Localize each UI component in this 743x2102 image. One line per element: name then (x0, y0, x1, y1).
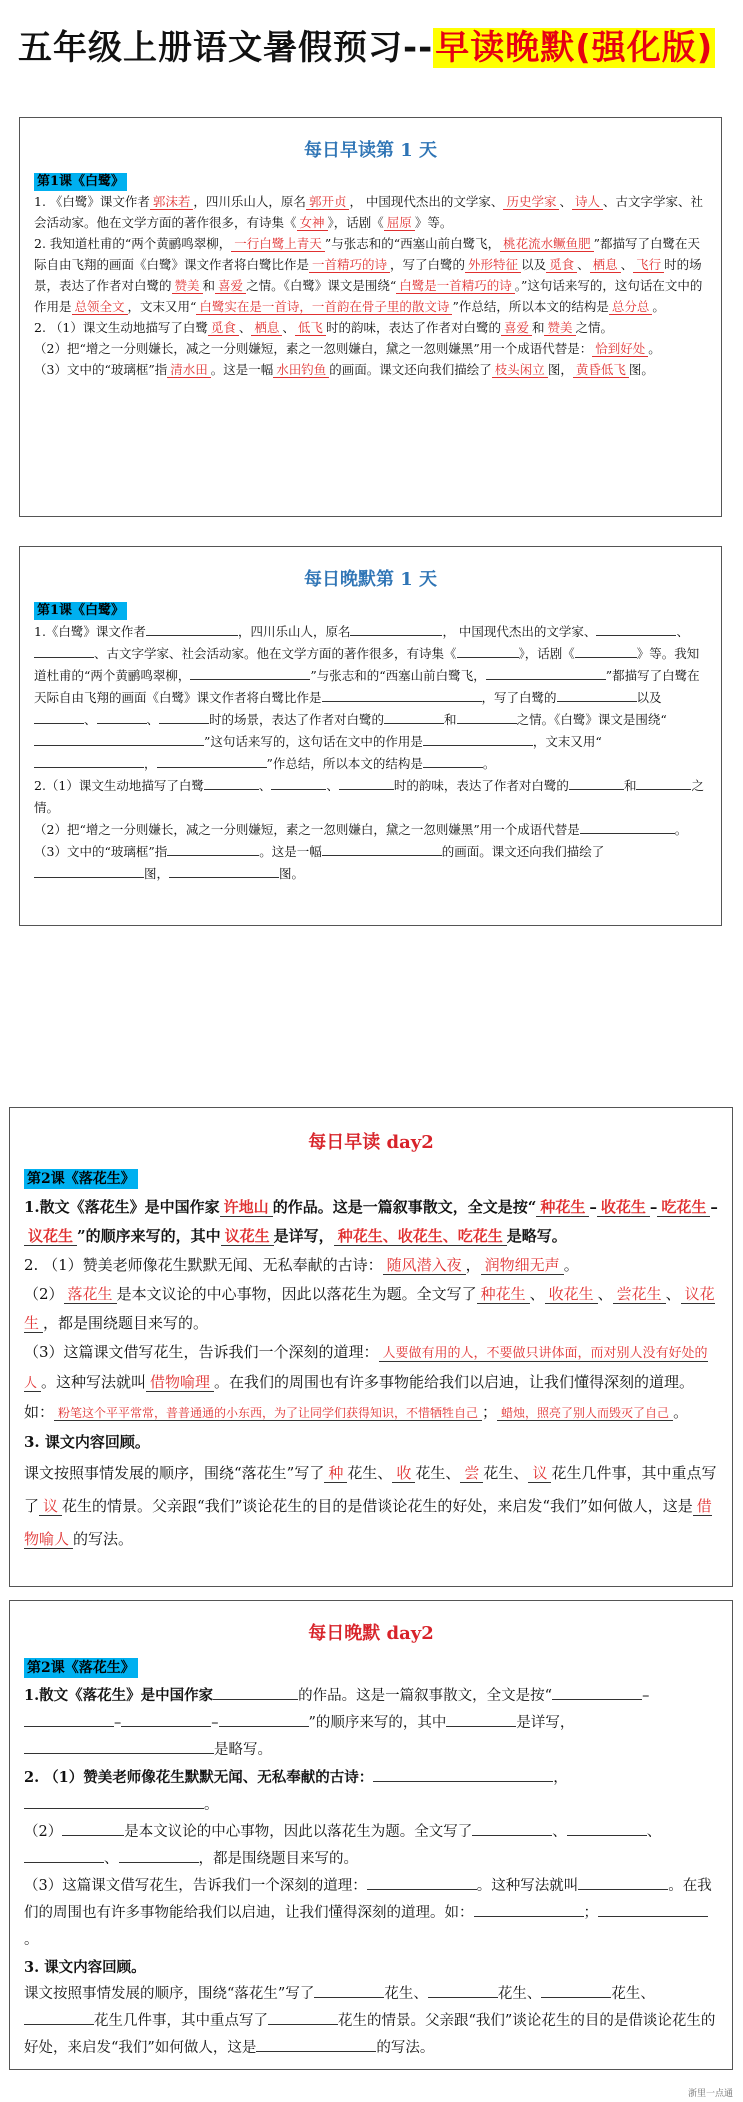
answer-text: 议花生 (221, 1227, 274, 1246)
text-segment: 、 (559, 194, 572, 209)
fill-blank (474, 1902, 584, 1917)
text-segment: 的写法。 (376, 2040, 435, 2056)
answer-text: 女神 (297, 215, 328, 231)
answer-text: 收 (392, 1464, 415, 1483)
text-segment: 》，话剧《 (518, 646, 575, 661)
text-segment: 2.（1）课文生动地描写了白鹭 (34, 778, 204, 793)
fill-blank (446, 1712, 516, 1727)
title-highlight: 早读晚默(强化版) (435, 28, 714, 68)
text-segment: 。”这句话来写的，这句话在文中的作用是 (34, 278, 703, 314)
answer-text: 议 (39, 1497, 62, 1516)
text-segment: 》等。 (414, 215, 453, 230)
text-segment: 花生、 (497, 1986, 542, 2002)
answer-text: 清水田 (167, 362, 211, 378)
text-segment: 是详写， (516, 1715, 575, 1731)
text-segment: – (649, 1198, 658, 1216)
text-segment: ，四川乐山人，原名 (237, 624, 351, 639)
text-segment: 1.散文《落花生》是中国作家 (24, 1687, 214, 1704)
text-segment: 图， (547, 362, 573, 377)
text-segment: 》等。我知道杜甫的“两个黄鹂鸣翠柳， (34, 646, 700, 683)
text-segment: 、 (146, 712, 160, 727)
answer-text: 种 (324, 1464, 347, 1483)
fill-blank (24, 1712, 114, 1727)
text-segment: 和 (202, 278, 216, 293)
paragraph (24, 1819, 718, 1873)
paragraph (34, 338, 707, 359)
text-segment: 《 (444, 646, 457, 661)
fill-blank (34, 709, 84, 724)
fill-blank (119, 1848, 199, 1863)
text-segment: 。 (674, 822, 688, 837)
text-segment: 。 (652, 299, 665, 314)
fill-blank (167, 841, 259, 856)
text-segment: ，都是围绕题目来写的。 (43, 1314, 209, 1332)
text-segment: 。这种写法就叫 (41, 1373, 147, 1391)
text-segment: （3）文中的“玻璃框”指 (34, 844, 168, 859)
text-segment: ”的顺序来写的，其中 (308, 1715, 447, 1731)
answer-text: 觅食 (208, 320, 239, 336)
text-segment: 。 (673, 1403, 689, 1421)
answer-text: 喜爱 (215, 278, 246, 294)
text-segment: ”作总结，所以本文的结构是 (452, 299, 609, 314)
day2-write-card (9, 1600, 733, 2070)
answer-text: 收花生 (597, 1198, 650, 1217)
card-body (24, 1164, 718, 1556)
text-segment: 的画面。课文还向我们描绘了 (441, 844, 605, 859)
answer-text: 议 (528, 1464, 551, 1483)
answer-text: 借物喻理 (146, 1373, 214, 1392)
fill-blank (339, 775, 394, 790)
text-segment: 1.散文《落花生》是中国作家 (24, 1198, 220, 1216)
answer-text: 喜爱 (501, 320, 532, 336)
fill-blank (159, 709, 209, 724)
fill-blank (580, 819, 675, 834)
fill-blank (204, 775, 259, 790)
text-segment: 。 (648, 341, 661, 356)
text-segment: 、 (646, 1824, 662, 1840)
fill-blank (367, 1875, 477, 1890)
fill-blank (256, 2037, 376, 2052)
fill-blank (213, 1685, 298, 1700)
paragraph (34, 621, 707, 775)
title-main: 五年级上册语文暑假预习-- (18, 28, 434, 68)
fill-blank (428, 1983, 498, 1998)
answer-text: 栖息 (251, 320, 282, 336)
text-segment: “ (660, 712, 667, 727)
paragraph: 3. 课文内容回顾。 (24, 1959, 146, 1976)
answer-text: 白鹭实在是一首诗，一首韵在骨子里的散文诗 (196, 299, 452, 315)
fill-blank (457, 643, 519, 658)
fill-blank (567, 1821, 647, 1836)
text-segment: 的作品。这是一篇叙事散文，全文是按 (298, 1688, 545, 1704)
answer-text: 栖息 (590, 257, 621, 273)
text-segment: 的作品。这是一篇叙事散文，全文是按“ (272, 1198, 537, 1216)
footer-watermark: 浙里一点通 (687, 2089, 733, 2099)
text-segment: ， (465, 1256, 481, 1274)
fill-blank (146, 621, 238, 636)
fill-blank (314, 1983, 384, 1998)
lesson-tag: 第1课《白鹭》 (34, 173, 127, 191)
text-segment: – (589, 1198, 597, 1216)
fill-blank (24, 1848, 104, 1863)
text-segment: 时的场景，表达了作者对白鹭的 (209, 712, 385, 727)
text-segment: ”作总结，所以本文的结构是 (266, 756, 423, 771)
text-segment: 、 (84, 712, 97, 727)
text-segment: 叫 (563, 1878, 579, 1894)
text-segment: – (114, 1715, 122, 1731)
text-segment: 是略写。 (214, 1742, 272, 1758)
answer-text: 郭开贞 (306, 194, 350, 210)
text-segment: 花生、 (347, 1464, 393, 1482)
text-segment: ， (553, 1770, 568, 1786)
text-segment: 之情。 (575, 320, 614, 335)
text-segment: 、 (577, 257, 590, 272)
text-segment: （3）文中的“玻璃框”指 (34, 362, 168, 377)
answer-text: 润物细无声 (481, 1256, 564, 1275)
text-segment: ； (482, 1403, 498, 1421)
text-segment: 生、 (625, 1986, 655, 2002)
fill-blank (62, 1821, 124, 1836)
text-segment: 、 (282, 320, 295, 335)
paragraph (24, 1338, 718, 1428)
lesson-tag: 第2课《落花生》 (24, 1169, 138, 1189)
fill-blank (569, 775, 624, 790)
fill-blank (472, 1821, 552, 1836)
answer-text: 水田钓鱼 (273, 362, 329, 378)
text-segment: ， 中国现代杰出的文学家、 (442, 624, 597, 639)
text-segment: 。 (482, 756, 496, 771)
text-segment: ”都描写了白鹭在天际自由飞翔的画面《白鹭》课文作者将白鹭比作是 (34, 236, 701, 272)
answer-text: 尝花生 (613, 1285, 666, 1304)
text-segment: 。 (24, 1932, 39, 1948)
answer-text: 低飞 (295, 320, 326, 336)
fill-blank (97, 709, 147, 724)
text-segment: 。在我们的周围也有许多事物能给我们以启迪，让我们懂得深刻的道理。 (24, 1878, 712, 1921)
card-heading: 每日晚默 day2 (308, 1623, 434, 1644)
text-segment: （2） (24, 1285, 64, 1303)
text-segment: 。 (204, 1797, 219, 1813)
fill-blank (34, 753, 144, 768)
fill-blank (598, 1902, 708, 1917)
page-title (18, 20, 715, 76)
answer-text: 总分总 (609, 299, 653, 315)
fill-blank (34, 643, 94, 658)
answer-text: 白鹭是一首精巧的诗 (396, 278, 515, 294)
paragraph (24, 1764, 718, 1819)
fill-blank (636, 775, 691, 790)
text-segment: 花 (611, 1986, 626, 2002)
answer-text: 觅食 (546, 257, 577, 273)
text-segment: ，四川乐山人，原名 (193, 194, 306, 209)
text-segment: 花生的情景。父亲跟“我们”谈论花生的目的是借谈论花生的好处，来启发“我们”如何做人，这是 (24, 2013, 716, 2056)
paragraph (34, 841, 707, 885)
answer-text: 尝 (460, 1464, 483, 1483)
fill-blank (24, 1794, 204, 1809)
text-segment: 。这是一幅 (210, 362, 274, 377)
text-segment: ”这句话来写的，这句话在文中的作用是 (204, 734, 423, 749)
card-heading: 每日晚默第 1 天 (303, 569, 438, 590)
fill-blank (578, 1875, 668, 1890)
text-segment: 和 (531, 320, 545, 335)
text-segment: ”的顺序来写的，其中 (77, 1227, 221, 1245)
text-segment: 花生几件事，其中重点写了 (24, 1464, 717, 1515)
text-segment: 之情。《白鹭》课文是围绕“ (246, 278, 397, 293)
answer-text: 蜡烛，照亮了别人而毁灭了自己 (497, 1406, 673, 1421)
text-segment: ”都描写了白鹭在天际自由飞翔的画面《白鹭》课文作者将白鹭比作是 (34, 668, 700, 705)
fill-blank (271, 775, 326, 790)
answer-text: 种花生 (536, 1198, 589, 1217)
text-segment: 、 (258, 778, 272, 793)
fill-blank (157, 753, 267, 768)
fill-blank (552, 1685, 642, 1700)
paragraph (34, 819, 707, 841)
text-segment: “ (544, 1688, 553, 1704)
text-segment: ，写了白鹭的 (390, 257, 466, 272)
text-segment: 了 (457, 1824, 473, 1840)
paragraph (34, 317, 707, 338)
fill-blank (423, 753, 483, 768)
text-segment: 、 (104, 1851, 119, 1867)
text-segment: 》，话剧《 (327, 215, 384, 230)
text-segment: （2）把“增之一分则嫌长，减之一分则嫌短，素之一忽则嫌白，黛之一忽则嫌黑”用一个成语代替是： (34, 341, 593, 356)
text-segment: 花生、 (384, 1986, 428, 2002)
paragraph (24, 1682, 718, 1764)
answer-text: 一首精巧的诗 (309, 257, 390, 273)
fill-blank (575, 643, 637, 658)
answer-text: 赞美 (544, 320, 575, 336)
fill-blank (219, 1712, 309, 1727)
text-segment: – (642, 1688, 650, 1704)
text-segment: ； (583, 1905, 598, 1921)
text-segment: 、 (665, 1285, 681, 1303)
text-segment: 时的韵味，表达了作者对白鹭的 (325, 320, 501, 335)
text-segment: 之情。《白鹭》课文是围绕 (516, 712, 661, 727)
answer-text: 一行白鹭上青天 (231, 236, 325, 252)
text-segment: 、 (676, 624, 689, 639)
text-segment: 以及 (521, 257, 547, 272)
card-body (34, 599, 707, 885)
text-segment: 2. （1）赞美老师像花生默默无闻、无私奉献的古诗： (24, 1256, 383, 1274)
answer-text: 历史学家 (503, 194, 559, 210)
text-segment: 、古文字学家、社会活动家。他在文学方面的著作很多，有诗集 (94, 646, 445, 661)
text-segment: 课文按照事情发展的顺序，围绕“落花生”写了 (24, 1464, 325, 1482)
text-segment: 是本文议论的中心事物，因此以落花生为题。全文写 (124, 1824, 458, 1840)
text-segment: 2. （1）课文生动地描写了白鹭 (34, 320, 208, 335)
answer-text: 外形特征 (465, 257, 521, 273)
lesson-tag: 第1课《白鹭》 (34, 602, 127, 620)
answer-text: 郭沫若 (150, 194, 194, 210)
fill-blank (24, 2010, 94, 2025)
text-segment: ， (144, 756, 157, 771)
answer-text: 黄昏低飞 (573, 362, 629, 378)
paragraph (24, 1457, 718, 1556)
text-segment: 、 (529, 1285, 545, 1303)
text-segment: 。在我们的周围也有许多事物能给我们以启迪，让我们懂得深刻的道理。如： (24, 1373, 695, 1421)
answer-text: 收花生 (545, 1285, 598, 1304)
text-segment: （2） (24, 1824, 63, 1840)
answer-text: 屈原 (384, 215, 415, 231)
fill-blank (486, 665, 606, 680)
text-segment: 1. 《白鹭》课文作者 (34, 194, 150, 209)
text-segment: 1.《白鹭》课文作者 (34, 624, 146, 639)
text-segment: 图， (144, 866, 170, 881)
answer-text: 许地山 (220, 1198, 273, 1217)
text-segment: 的画面。课文还向我们描绘了 (329, 362, 492, 377)
text-segment: 花生的情景。父亲跟“我们”谈论花生的目的是借谈论花生的好处，来启发“我们”如何做人，这是 (62, 1497, 693, 1515)
text-segment: （2）把“增之一分则嫌长，减之一分则嫌短，素之一忽则嫌白，黛之一忽则嫌黑”用一个成语代替是 (34, 822, 580, 837)
text-segment: 花生、 (483, 1464, 529, 1482)
day1-write-card (19, 546, 722, 926)
text-segment: 和 (623, 778, 637, 793)
text-segment: 2. 我知道杜甫的“两个黄鹂鸣翠柳， (34, 236, 232, 251)
text-segment: 和 (444, 712, 457, 727)
text-segment: 、 (326, 778, 339, 793)
day2-read-card (9, 1107, 733, 1587)
text-segment: ，都是围绕题目来写的。 (198, 1851, 358, 1867)
card-body (34, 170, 707, 380)
lesson-tag: 第2课《落花生》 (24, 1658, 138, 1678)
answer-text: 吃花生 (657, 1198, 710, 1217)
paragraph (24, 1251, 718, 1280)
fill-blank (384, 709, 444, 724)
text-segment: （3）这篇课文借写花生，告诉我们一个深刻的道理： (24, 1878, 367, 1894)
fill-blank (350, 621, 442, 636)
fill-blank (190, 665, 310, 680)
text-segment: 是本文议论的中心事物，因此以落花生为题。全文写了 (116, 1285, 477, 1303)
fill-blank (121, 1712, 211, 1727)
paragraph (24, 1193, 718, 1251)
text-segment: 图。 (279, 866, 305, 881)
text-segment: ， 中国现代杰出的文学家、 (349, 194, 504, 209)
text-segment: （3）这篇课文借写花生，告诉我们一个深刻的道理： (24, 1343, 379, 1361)
answer-text: 总领全文 (72, 299, 128, 315)
fill-blank (268, 2010, 338, 2025)
fill-blank (322, 687, 482, 702)
fill-blank (596, 621, 676, 636)
text-segment: 花生几件事，其中重点写了 (94, 2013, 268, 2029)
fill-blank (322, 841, 442, 856)
answer-text: 恰到好处 (592, 341, 648, 357)
text-segment: 2. （1）赞美老师像花生默默无闻、无私奉献的古诗： (24, 1769, 374, 1786)
text-segment: 图。 (628, 362, 654, 377)
fill-blank (34, 863, 144, 878)
answer-text: 诗人 (572, 194, 603, 210)
text-segment: 如： (444, 1905, 474, 1921)
text-segment: 以及 (636, 690, 662, 705)
paragraph: 3. 课文内容回顾。 (24, 1433, 150, 1451)
card-heading: 每日早读第 1 天 (303, 140, 438, 161)
fill-blank (423, 731, 533, 746)
text-segment: 花生、 (415, 1464, 461, 1482)
paragraph (34, 359, 707, 380)
text-segment: 、古文字学家、社会活动家。他在文学方面的著作很多，有诗集《 (34, 194, 703, 230)
text-segment: – (710, 1198, 718, 1216)
text-segment: ，写了白鹭的 (481, 690, 557, 705)
text-segment: ，文末又用“ (127, 299, 197, 314)
text-segment: 的写法。 (73, 1530, 134, 1548)
paragraph (24, 1981, 718, 2062)
text-segment: 、 (597, 1285, 613, 1303)
paragraph (34, 775, 707, 819)
paragraph (24, 1873, 718, 1954)
fill-blank (169, 863, 279, 878)
answer-text: 飞行 (633, 257, 664, 273)
text-segment: 是略写。 (506, 1227, 567, 1245)
answer-text: 借物喻人 (24, 1497, 712, 1548)
fill-blank (557, 687, 637, 702)
paragraph (34, 233, 707, 317)
text-segment: 。这种写法就 (476, 1878, 564, 1894)
text-segment: 时的韵味，表达了作者对白鹭的 (393, 778, 569, 793)
day1-read-card (19, 117, 722, 517)
paragraph (34, 191, 707, 233)
answer-text: 议花生 (24, 1285, 715, 1332)
text-segment: 时的场景，表达了作者对白鹭的 (34, 257, 702, 293)
text-segment: 。 (563, 1256, 579, 1274)
text-segment: 。这是一幅 (259, 844, 322, 859)
answer-text: 种花生 (477, 1285, 530, 1304)
text-segment: ”与张志和的“西塞山前白鹭飞， (310, 668, 486, 683)
fill-blank (24, 1739, 214, 1754)
text-segment: 、 (620, 257, 634, 272)
answer-text: 随风潜入夜 (383, 1256, 466, 1275)
answer-text: 枝头闲立 (492, 362, 548, 378)
answer-text: 粉笔这个平平常常，普普通通的小东西，为了让同学们获得知识，不惜牺牲自己 (54, 1406, 482, 1421)
text-segment: – (211, 1715, 219, 1731)
fill-blank (457, 709, 517, 724)
fill-blank (34, 731, 204, 746)
answer-text: 议花生 (24, 1227, 77, 1246)
text-segment: ，文末又用“ (532, 734, 602, 749)
text-segment: 是详写， (273, 1227, 334, 1245)
fill-blank (541, 1983, 611, 1998)
text-segment: 之情。 (34, 778, 704, 815)
answer-text: 人要做有用的人，不要做只讲体面，而对别人没有好处的人 (24, 1346, 708, 1391)
answer-text: 落花生 (64, 1285, 117, 1304)
text-segment: ”与张志和的“西塞山前白鹭飞， (324, 236, 501, 251)
text-segment: 课文按照事情发展的顺序，围绕“落花生”写了 (24, 1986, 315, 2002)
text-segment: 、 (552, 1824, 567, 1840)
card-body (24, 1655, 718, 2062)
fill-blank (373, 1767, 553, 1782)
answer-text: 桃花流水鳜鱼肥 (500, 236, 594, 252)
paragraph (24, 1280, 718, 1338)
text-segment: 、 (238, 320, 252, 335)
card-heading: 每日早读 day2 (308, 1132, 434, 1153)
answer-text: 种花生、收花生、吃花生 (334, 1227, 507, 1246)
answer-text: 赞美 (172, 278, 203, 294)
